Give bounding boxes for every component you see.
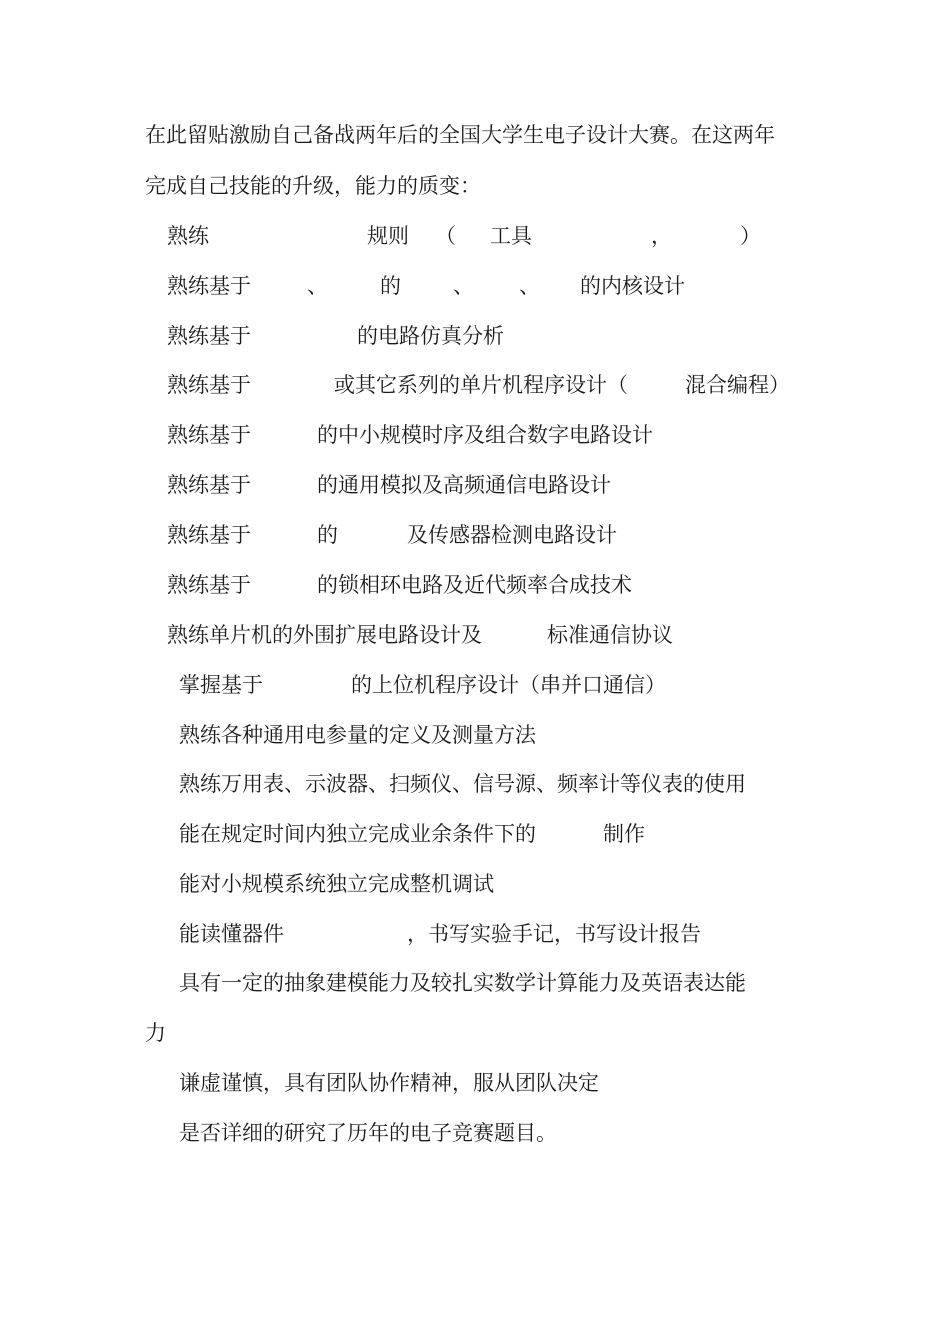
skill-line-1-seg-2: 规则 <box>367 224 409 248</box>
skill-line-13-seg-1: 能在规定时间内独立完成业余条件下的 <box>179 822 536 846</box>
skill-line-7-seg-3: 及传感器检测电路设计 <box>407 523 617 547</box>
skill-line-8-seg-2: 的锁相环电路及近代频率合成技术 <box>317 573 632 597</box>
skill-line-10-seg-1: 掌握基于 <box>179 673 263 697</box>
skill-line-13 <box>179 820 799 848</box>
skill-line-2-seg-2: 、 <box>307 274 328 298</box>
skill-line-14-text: 能对小规模系统独立完成整机调试 <box>179 872 494 896</box>
skill-line-1-seg-3: （ <box>435 224 456 248</box>
skill-line-16-wrap-text: 力 <box>145 1021 166 1045</box>
skill-line-5 <box>167 421 787 449</box>
skill-line-16 <box>179 969 746 997</box>
skill-line-7-seg-1: 熟练基于 <box>167 523 251 547</box>
skill-line-4-seg-3: 混合编程） <box>685 373 790 397</box>
skill-line-6-seg-2: 的通用模拟及高频通信电路设计 <box>317 473 611 497</box>
skill-line-17-text: 谦虚谨慎，具有团队协作精神，服从团队决定 <box>179 1071 599 1095</box>
skill-line-2 <box>167 272 787 300</box>
skill-line-2-seg-1: 熟练基于 <box>167 274 251 298</box>
intro-line-1 <box>145 121 775 149</box>
skill-line-3-seg-1: 熟练基于 <box>167 324 251 348</box>
skill-line-1-seg-4: 工具 <box>490 224 532 248</box>
skill-line-10 <box>179 671 799 699</box>
skill-line-5-seg-2: 的中小规模时序及组合数字电路设计 <box>317 423 653 447</box>
skill-line-1 <box>167 222 787 250</box>
skill-line-8 <box>167 571 787 599</box>
skill-line-12-text: 熟练万用表、示波器、扫频仪、信号源、频率计等仪表的使用 <box>179 772 746 796</box>
skill-line-9-seg-2: 标准通信协议 <box>547 623 673 647</box>
skill-line-9-seg-1: 熟练单片机的外围扩展电路设计及 <box>167 623 482 647</box>
skill-line-3-seg-2: 的电路仿真分析 <box>357 324 504 348</box>
intro-text-1: 在此留贴激励自己备战两年后的全国大学生电子设计大赛。在这两年 <box>145 123 775 147</box>
skill-line-10-seg-2: 的上位机程序设计（串并口通信） <box>351 673 666 697</box>
skill-line-1-seg-5: ， <box>651 224 672 248</box>
skill-line-9 <box>167 621 787 649</box>
intro-line-2 <box>145 172 481 200</box>
skill-line-4-seg-2: 或其它系列的单片机程序设计（ <box>334 373 628 397</box>
skill-line-18 <box>179 1119 557 1147</box>
skill-line-14 <box>179 870 494 898</box>
skill-line-3 <box>167 322 787 350</box>
skill-line-1-seg-6: ） <box>740 224 761 248</box>
skill-line-15-seg-1: 能读懂器件 <box>179 922 284 946</box>
skill-line-2-seg-4: 、 <box>453 274 474 298</box>
skill-line-6 <box>167 471 787 499</box>
skill-line-12 <box>179 770 746 798</box>
skill-line-4-seg-1: 熟练基于 <box>167 373 251 397</box>
skill-line-11 <box>179 721 536 749</box>
intro-text-2: 完成自己技能的升级，能力的质变： <box>145 174 481 198</box>
skill-line-15 <box>179 920 799 948</box>
skill-line-8-seg-1: 熟练基于 <box>167 573 251 597</box>
skill-line-16-wrap <box>145 1019 166 1047</box>
skill-line-2-seg-6: 的内核设计 <box>580 274 685 298</box>
skill-line-11-text: 熟练各种通用电参量的定义及测量方法 <box>179 723 536 747</box>
skill-line-2-seg-3: 的 <box>380 274 401 298</box>
skill-line-2-seg-5: 、 <box>519 274 540 298</box>
skill-line-17 <box>179 1069 599 1097</box>
skill-line-4 <box>167 371 797 399</box>
skill-line-6-seg-1: 熟练基于 <box>167 473 251 497</box>
skill-line-13-seg-2: 制作 <box>603 822 645 846</box>
skill-line-5-seg-1: 熟练基于 <box>167 423 251 447</box>
skill-line-18-text: 是否详细的研究了历年的电子竞赛题目。 <box>179 1121 557 1145</box>
skill-line-16-text: 具有一定的抽象建模能力及较扎实数学计算能力及英语表达能 <box>179 971 746 995</box>
skill-line-7-seg-2: 的 <box>317 523 338 547</box>
skill-line-7 <box>167 521 787 549</box>
skill-line-1-seg-1: 熟练 <box>167 224 209 248</box>
skill-line-15-seg-2: ，书写实验手记，书写设计报告 <box>407 922 701 946</box>
